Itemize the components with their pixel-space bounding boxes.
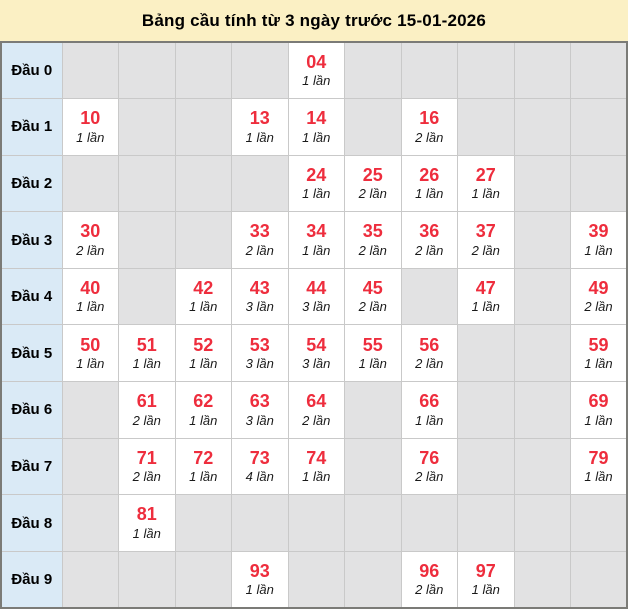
number-cell [62, 99, 119, 156]
number-cell [571, 212, 628, 269]
empty-cell [119, 268, 176, 325]
cell-count: 1 lần [76, 299, 105, 315]
empty-cell [514, 212, 571, 269]
cell-count: 3 lần [245, 299, 274, 315]
empty-cell [514, 155, 571, 212]
row-label: Đầu 9 [1, 551, 62, 608]
empty-cell [288, 495, 345, 552]
cell-count: 2 lần [358, 242, 387, 258]
table-row [1, 99, 627, 156]
cell-number: 97 [475, 560, 496, 581]
empty-cell [62, 438, 119, 495]
empty-cell [571, 551, 628, 608]
table-row [1, 551, 627, 608]
row-label: Đầu 4 [1, 268, 62, 325]
cell-count: 1 lần [584, 242, 613, 258]
row-label: Đầu 2 [1, 155, 62, 212]
number-cell [345, 155, 402, 212]
cell-count: 1 lần [302, 129, 331, 145]
cell-count: 2 lần [415, 242, 444, 258]
row-label: Đầu 5 [1, 325, 62, 382]
row-label: Đầu 7 [1, 438, 62, 495]
empty-cell [232, 495, 289, 552]
cell-count: 1 lần [302, 73, 331, 89]
empty-cell [119, 42, 176, 99]
number-cell [401, 325, 458, 382]
cell-number: 76 [419, 447, 440, 468]
number-cell [175, 325, 232, 382]
number-cell [571, 268, 628, 325]
empty-cell [232, 155, 289, 212]
cell-count: 2 lần [415, 469, 444, 485]
empty-cell [345, 495, 402, 552]
empty-cell [458, 42, 515, 99]
cell-count: 1 lần [415, 412, 444, 428]
cell-number: 72 [193, 447, 214, 468]
number-cell [345, 212, 402, 269]
number-cell [571, 382, 628, 439]
row-label: Đầu 3 [1, 212, 62, 269]
cell-count: 2 lần [302, 412, 331, 428]
cell-count: 1 lần [471, 186, 500, 202]
empty-cell [571, 42, 628, 99]
number-cell [458, 155, 515, 212]
number-cell [401, 438, 458, 495]
number-cell [458, 268, 515, 325]
cell-number: 27 [475, 164, 496, 185]
table-row [1, 155, 627, 212]
empty-cell [514, 495, 571, 552]
empty-cell [119, 99, 176, 156]
cell-number: 81 [136, 504, 157, 525]
cell-number: 40 [80, 277, 101, 298]
empty-cell [514, 382, 571, 439]
cell-count: 1 lần [584, 469, 613, 485]
cell-number: 16 [419, 108, 440, 129]
table-row [1, 382, 627, 439]
cell-number: 35 [362, 221, 383, 242]
number-cell [62, 268, 119, 325]
empty-cell [175, 155, 232, 212]
empty-cell [62, 42, 119, 99]
cell-number: 66 [419, 391, 440, 412]
empty-cell [571, 155, 628, 212]
cell-count: 1 lần [584, 412, 613, 428]
number-cell [175, 438, 232, 495]
cell-number: 25 [362, 164, 383, 185]
empty-cell [345, 99, 402, 156]
number-cell [401, 551, 458, 608]
cell-count: 1 lần [584, 356, 613, 372]
number-cell [458, 212, 515, 269]
cell-number: 56 [419, 334, 440, 355]
empty-cell [401, 42, 458, 99]
cell-number: 64 [306, 391, 327, 412]
cell-count: 1 lần [302, 469, 331, 485]
cell-count: 3 lần [302, 356, 331, 372]
number-cell [571, 438, 628, 495]
cell-count: 1 lần [471, 582, 500, 598]
cell-number: 26 [419, 164, 440, 185]
empty-cell [345, 42, 402, 99]
number-cell [401, 382, 458, 439]
cell-number: 51 [136, 334, 157, 355]
cell-count: 1 lần [302, 186, 331, 202]
cell-number: 50 [80, 334, 101, 355]
cell-number: 71 [136, 447, 157, 468]
empty-cell [401, 268, 458, 325]
empty-cell [401, 495, 458, 552]
cell-number: 55 [362, 334, 383, 355]
number-cell [345, 268, 402, 325]
table-title: Bảng cầu tính từ 3 ngày trước 15-01-2026 [0, 0, 628, 41]
empty-cell [288, 551, 345, 608]
number-cell [119, 325, 176, 382]
cell-number: 39 [588, 221, 609, 242]
cell-number: 74 [306, 447, 327, 468]
cell-count: 1 lần [189, 299, 218, 315]
cell-count: 1 lần [358, 356, 387, 372]
cell-number: 73 [249, 447, 270, 468]
number-cell [288, 42, 345, 99]
cell-number: 53 [249, 334, 270, 355]
empty-cell [119, 155, 176, 212]
number-cell [288, 382, 345, 439]
empty-cell [458, 495, 515, 552]
table-row [1, 268, 627, 325]
cell-number: 14 [306, 108, 327, 129]
cell-number: 79 [588, 447, 609, 468]
cell-count: 2 lần [471, 242, 500, 258]
cell-number: 24 [306, 164, 327, 185]
number-cell [288, 99, 345, 156]
number-cell [232, 99, 289, 156]
number-cell [288, 268, 345, 325]
cell-count: 2 lần [132, 412, 161, 428]
empty-cell [62, 551, 119, 608]
cell-number: 47 [475, 277, 496, 298]
empty-cell [458, 438, 515, 495]
number-cell [401, 212, 458, 269]
cell-count: 2 lần [415, 582, 444, 598]
empty-cell [62, 382, 119, 439]
cell-count: 1 lần [132, 356, 161, 372]
empty-cell [514, 268, 571, 325]
row-label: Đầu 1 [1, 99, 62, 156]
number-cell [232, 551, 289, 608]
table-row [1, 438, 627, 495]
cell-number: 62 [193, 391, 214, 412]
cell-count: 2 lần [584, 299, 613, 315]
empty-cell [345, 438, 402, 495]
cell-count: 1 lần [471, 299, 500, 315]
cell-count: 3 lần [302, 299, 331, 315]
empty-cell [119, 551, 176, 608]
cell-count: 2 lần [132, 469, 161, 485]
cell-count: 1 lần [189, 412, 218, 428]
number-cell [345, 325, 402, 382]
number-cell [571, 325, 628, 382]
number-cell [288, 325, 345, 382]
cell-number: 61 [136, 391, 157, 412]
cell-number: 93 [249, 560, 270, 581]
cell-number: 33 [249, 221, 270, 242]
number-cell [62, 212, 119, 269]
table-row [1, 42, 627, 99]
cell-count: 1 lần [76, 356, 105, 372]
table-row [1, 495, 627, 552]
number-cell [232, 438, 289, 495]
empty-cell [345, 551, 402, 608]
empty-cell [175, 495, 232, 552]
cell-count: 1 lần [189, 469, 218, 485]
table-body [1, 42, 627, 608]
bridge-stats-table [0, 41, 628, 609]
number-cell [288, 438, 345, 495]
cell-number: 43 [249, 277, 270, 298]
cell-number: 69 [588, 391, 609, 412]
cell-count: 2 lần [415, 129, 444, 145]
cell-number: 04 [306, 51, 327, 72]
cell-number: 37 [475, 221, 496, 242]
number-cell [175, 268, 232, 325]
row-label: Đầu 6 [1, 382, 62, 439]
empty-cell [514, 325, 571, 382]
cell-number: 52 [193, 334, 214, 355]
cell-count: 1 lần [245, 129, 274, 145]
cell-count: 2 lần [415, 356, 444, 372]
cell-number: 13 [249, 108, 270, 129]
cell-count: 2 lần [245, 242, 274, 258]
cell-count: 1 lần [132, 525, 161, 541]
number-cell [119, 438, 176, 495]
empty-cell [345, 382, 402, 439]
empty-cell [458, 99, 515, 156]
number-cell [458, 551, 515, 608]
cell-number: 59 [588, 334, 609, 355]
cell-number: 44 [306, 277, 327, 298]
number-cell [175, 382, 232, 439]
number-cell [62, 325, 119, 382]
empty-cell [571, 495, 628, 552]
empty-cell [175, 551, 232, 608]
cell-number: 63 [249, 391, 270, 412]
empty-cell [232, 42, 289, 99]
empty-cell [62, 495, 119, 552]
empty-cell [514, 42, 571, 99]
empty-cell [175, 99, 232, 156]
cell-count: 1 lần [302, 242, 331, 258]
table-row [1, 325, 627, 382]
empty-cell [458, 382, 515, 439]
cell-count: 1 lần [415, 186, 444, 202]
number-cell [232, 268, 289, 325]
cell-count: 2 lần [76, 242, 105, 258]
cell-count: 1 lần [189, 356, 218, 372]
empty-cell [514, 438, 571, 495]
empty-cell [175, 212, 232, 269]
empty-cell [175, 42, 232, 99]
cell-number: 42 [193, 277, 214, 298]
cell-number: 34 [306, 221, 327, 242]
number-cell [288, 155, 345, 212]
number-cell [232, 325, 289, 382]
number-cell [401, 99, 458, 156]
number-cell [401, 155, 458, 212]
cell-number: 10 [80, 108, 101, 129]
cell-number: 54 [306, 334, 327, 355]
empty-cell [571, 99, 628, 156]
row-label: Đầu 8 [1, 495, 62, 552]
number-cell [119, 382, 176, 439]
cell-number: 96 [419, 560, 440, 581]
cell-count: 3 lần [245, 412, 274, 428]
cell-count: 2 lần [358, 299, 387, 315]
empty-cell [62, 155, 119, 212]
empty-cell [458, 325, 515, 382]
number-cell [232, 382, 289, 439]
number-cell [232, 212, 289, 269]
cell-count: 2 lần [358, 186, 387, 202]
row-label: Đầu 0 [1, 42, 62, 99]
table-row [1, 212, 627, 269]
cell-count: 1 lần [76, 129, 105, 145]
cell-count: 1 lần [245, 582, 274, 598]
number-cell [288, 212, 345, 269]
number-cell [119, 495, 176, 552]
cell-count: 3 lần [245, 356, 274, 372]
cell-count: 4 lần [245, 469, 274, 485]
empty-cell [514, 551, 571, 608]
cell-number: 30 [80, 221, 101, 242]
cell-number: 45 [362, 277, 383, 298]
empty-cell [119, 212, 176, 269]
empty-cell [514, 99, 571, 156]
cell-number: 49 [588, 277, 609, 298]
cell-number: 36 [419, 221, 440, 242]
